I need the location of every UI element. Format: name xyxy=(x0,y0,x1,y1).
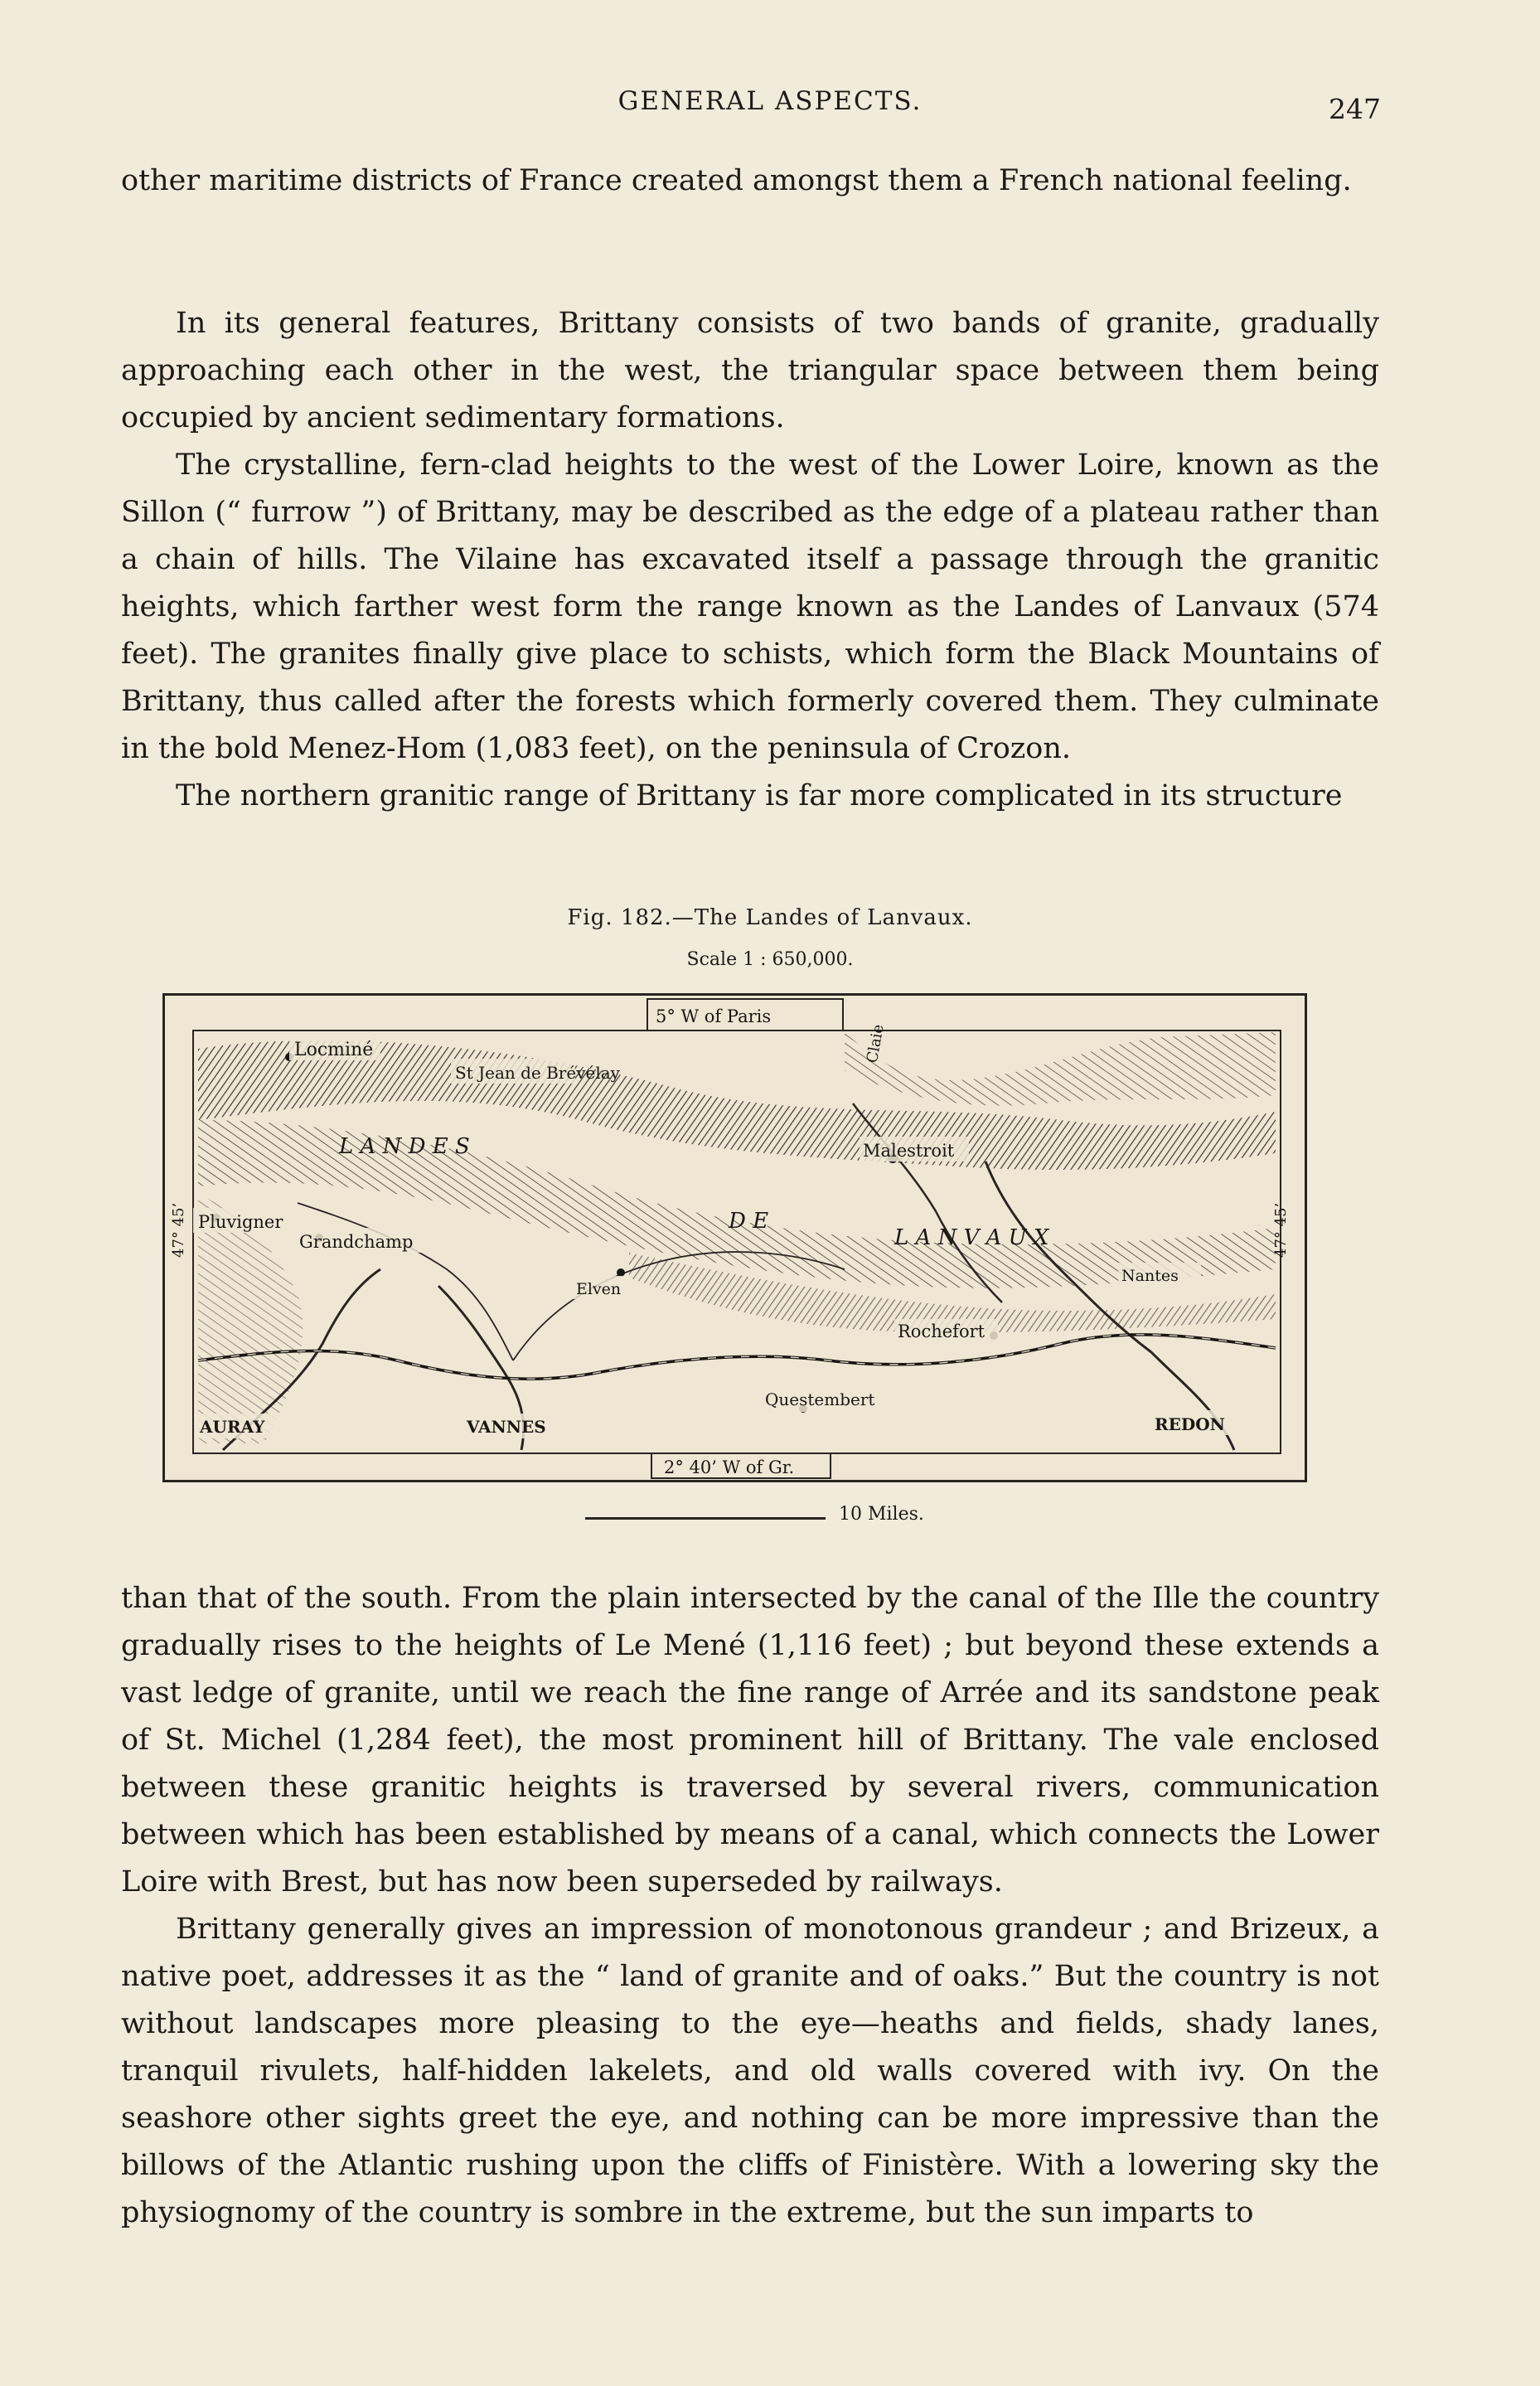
map-label-landes: L A N D E S xyxy=(339,1134,470,1159)
paragraph: than that of the south. From the plain intersected by the canal of the Ille the country gradually rises to the heights of Le Mené (1,116 feet) ; but beyond these extends a vast ledge of granite, until we reach the fine range of Arrée and its sandstone peak of St. Michel (1,284 feet), the most prominent hill of Brittany. The vale enclosed between these granitic heights is traversed by several rivers, communication between which has been established by means of a canal, which connects the Lower Loire with Brest, but has now been superseded by railways. xyxy=(121,1582,1379,1899)
map-figure xyxy=(162,993,1307,1482)
text-block-middle xyxy=(121,300,1379,820)
map-label-vannes: VANNES xyxy=(467,1417,546,1437)
scale-bar xyxy=(585,1517,826,1520)
map-label-rochefort: Rochefort xyxy=(898,1322,986,1341)
paragraph: Brittany generally gives an impression of monotonous grandeur ; and Brizeux, a native poet, addresses it as the “ land of granite and of oaks.” But the country is not without landscapes more pleasing to the eye—heaths and fields, shady lanes, tranquil rivulets, half-hidden lakelets, and old walls covered with ivy. On the seashore other sights greet the eye, and nothing can be more impressive than the billows of the Atlantic rushing upon the cliffs of Finistère. With a lowering sky the physiognomy of the country is sombre in the extreme, but the sun imparts to xyxy=(121,1913,1379,2229)
map-label-elven: Elven xyxy=(576,1280,622,1298)
figure-caption: Fig. 182.—The Landes of Lanvaux. xyxy=(567,905,973,930)
map-label-pluvigner: Pluvigner xyxy=(198,1212,283,1232)
map-label-lanvaux: L A N V A U X xyxy=(894,1225,1049,1250)
map-label-top-meridian: 5° W of Paris xyxy=(656,1006,772,1026)
page-number: 247 xyxy=(1329,93,1381,125)
paragraph: In its general features, Brittany consists of two bands of granite, gradually approaching each other in the west, the triangular space between them being occupied by ancient sedimentary formations. xyxy=(121,307,1379,434)
map-label-de: D E xyxy=(729,1209,769,1234)
text-block-top xyxy=(121,158,1379,205)
paragraph: The crystalline, fern-clad heights to the west of the Lower Loire, known as the Sillon (“ furrow ”) of Brittany, may be described as the edge of a plateau rather than a chain of hills. The Vilaine has excavated itself a passage through the granitic heights, which farther west form the range known as the Landes of Lanvaux (574 feet). The granites finally give place to schists, which form the Black Mountains of Brittany, thus called after the forests which formerly covered them. They culminate in the bold Menez-Hom (1,083 feet), on the peninsula of Crozon. xyxy=(121,449,1379,765)
text-block-bottom xyxy=(121,1575,1379,2237)
north-east-hills xyxy=(845,1032,1276,1106)
map-label-bottom-meridian: 2° 40’ W of Gr. xyxy=(664,1457,795,1477)
running-head xyxy=(0,86,1540,126)
map-label-grandchamp: Grandchamp xyxy=(299,1232,414,1252)
map-label-auray: AURAY xyxy=(200,1417,265,1437)
town-dot-elven xyxy=(617,1268,625,1277)
map-label-questembert: Questembert xyxy=(765,1389,875,1409)
map-label-evellay: St Jean de Brévélay xyxy=(455,1063,620,1083)
map-label-redon: REDON xyxy=(1155,1414,1225,1434)
map-label-lat-right: 47° 45’ xyxy=(1272,1202,1290,1258)
map-label-nantes: Nantes xyxy=(1121,1267,1179,1285)
paragraph: other maritime districts of France created amongst them a French national feeling. xyxy=(121,164,1352,197)
map-label-locmine: Locminé xyxy=(294,1040,374,1060)
running-title: GENERAL ASPECTS. xyxy=(617,86,923,116)
map-drawing xyxy=(165,996,1305,1480)
map-label-claie: Claie xyxy=(863,1023,888,1064)
railway-line xyxy=(198,1335,1276,1379)
map-label-malestroit: Malestroit xyxy=(863,1141,955,1161)
paragraph: The northern granitic range of Brittany is far more complicated in its structure xyxy=(176,779,1343,812)
figure-scale: Scale 1 : 650,000. xyxy=(686,949,854,970)
map-label-lat-left: 47° 45’ xyxy=(170,1202,187,1258)
scale-bar-label: 10 Miles. xyxy=(839,1504,924,1525)
